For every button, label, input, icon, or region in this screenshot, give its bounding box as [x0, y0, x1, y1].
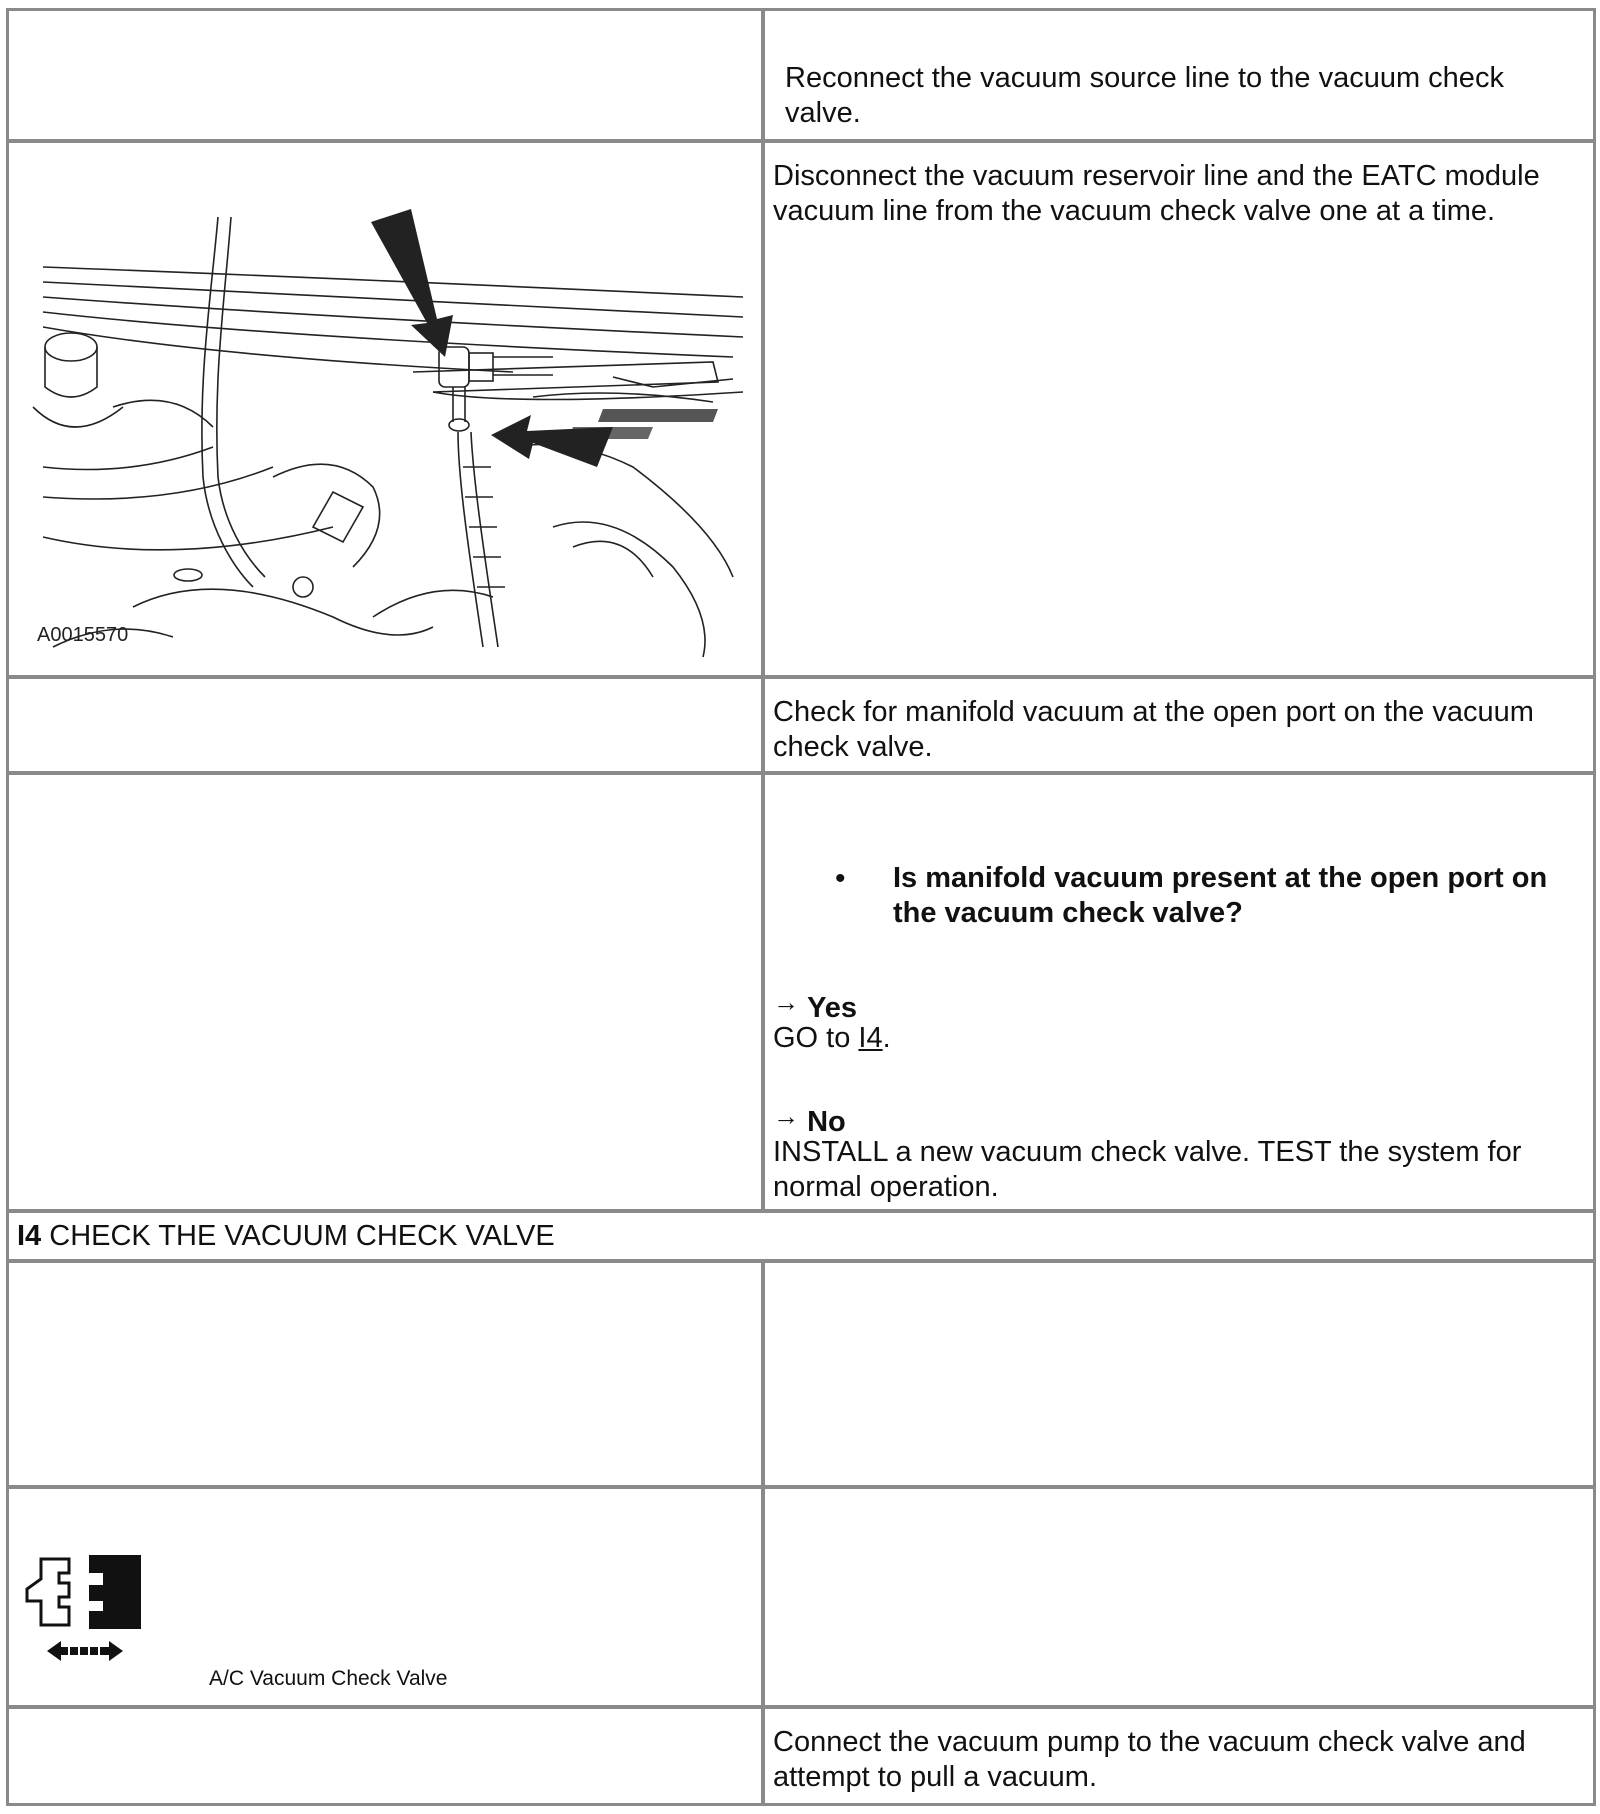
instruction-cell — [762, 1706, 1596, 1806]
section-title: CHECK THE VACUUM CHECK VALVE — [41, 1220, 555, 1252]
table-row — [6, 1260, 1596, 1488]
go-to-i4-link[interactable]: I4 — [858, 1022, 883, 1054]
question-text: Is manifold vacuum present at the open port on the vacuum check valve? — [893, 862, 1548, 929]
image-cell — [6, 8, 764, 142]
instruction-text: Reconnect the vacuum source line to the vacuum check valve. — [785, 62, 1504, 129]
yes-suffix: . — [882, 1022, 891, 1054]
section-header-cell — [6, 1210, 1596, 1262]
image-cell — [6, 676, 764, 774]
section-id: I4 — [17, 1220, 42, 1252]
no-label: No — [807, 1106, 846, 1138]
vacuum-check-valve-illustration — [13, 147, 753, 667]
table-row — [6, 8, 1596, 142]
section-heading — [17, 1219, 1585, 1254]
instruction-text: Disconnect the vacuum reservoir line and the EATC module vacuum line from the vacuum check valve one at a time. — [773, 160, 1540, 227]
yes-label: Yes — [807, 992, 858, 1024]
instruction-cell — [762, 1486, 1596, 1708]
tool-caption: A/C Vacuum Check Valve — [209, 1667, 448, 1690]
right-arrow-icon: → — [773, 1101, 799, 1131]
table-row — [6, 1706, 1596, 1806]
vacuum-check-valve-tool-icon — [19, 1539, 159, 1669]
no-heading — [773, 1099, 1585, 1140]
table-row — [6, 140, 1596, 678]
image-cell — [6, 1260, 764, 1488]
instruction-text: Connect the vacuum pump to the vacuum check valve and attempt to pull a vacuum. — [773, 1726, 1526, 1793]
instruction-cell — [762, 8, 1596, 142]
section-header-row — [6, 1210, 1596, 1262]
question-cell — [762, 772, 1596, 1212]
figure-id: A0015570 — [37, 624, 129, 646]
instruction-cell — [762, 140, 1596, 678]
table-row — [6, 676, 1596, 774]
bullet-icon: • — [835, 862, 846, 895]
instruction-text: Check for manifold vacuum at the open port on the vacuum check valve. — [773, 696, 1534, 763]
instruction-cell — [762, 1260, 1596, 1488]
yes-action — [773, 1021, 1585, 1056]
table-row — [6, 772, 1596, 1212]
tool-cell — [6, 1486, 764, 1708]
image-cell — [6, 1706, 764, 1806]
image-cell — [6, 772, 764, 1212]
yes-prefix: GO to — [773, 1022, 859, 1054]
right-arrow-icon: → — [773, 987, 799, 1017]
yes-heading — [773, 985, 1585, 1026]
instruction-cell — [762, 676, 1596, 774]
no-action: INSTALL a new vacuum check valve. TEST the system for normal operation. — [773, 1136, 1522, 1203]
image-cell — [6, 140, 764, 678]
table-row — [6, 1486, 1596, 1708]
